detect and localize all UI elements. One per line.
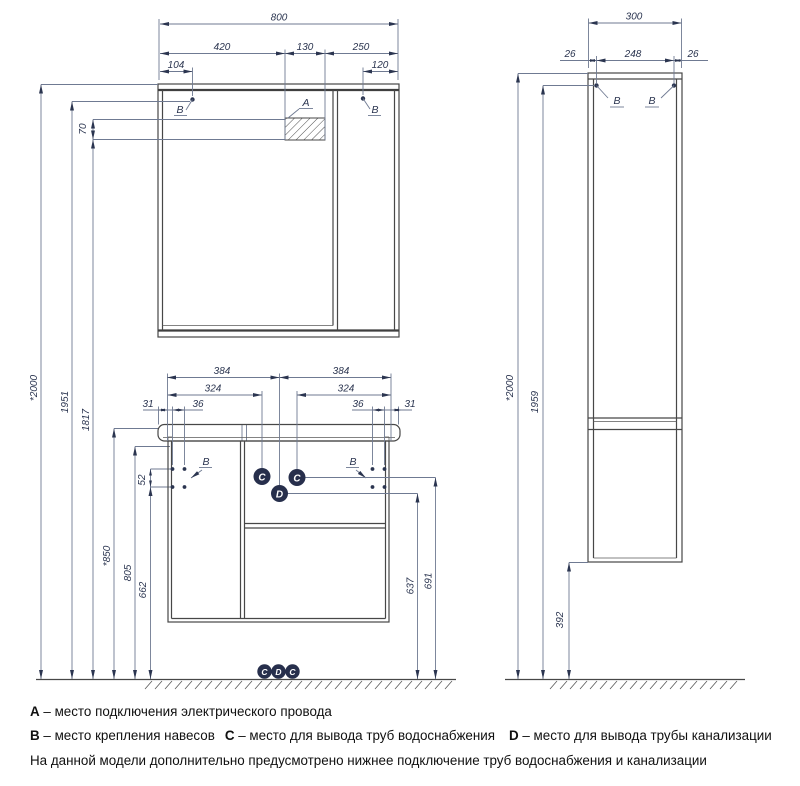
dim-324-right: 324 — [337, 383, 355, 395]
column-outline — [588, 73, 682, 562]
legend-key-a: A — [30, 704, 40, 719]
dim-1951: 1951 — [60, 390, 71, 414]
label-a: A — [302, 97, 310, 109]
dim-420: 420 — [213, 42, 231, 53]
dim-691: 691 — [423, 572, 435, 590]
vanity-dimensions — [142, 366, 435, 679]
dim-324-left: 324 — [204, 383, 222, 395]
legend — [30, 704, 790, 777]
dim-130: 130 — [296, 42, 314, 53]
washbasin — [158, 425, 400, 442]
legend-text-c: – место для вывода труб водоснабжения — [238, 728, 495, 744]
side-view-column — [588, 73, 682, 562]
label-b-side-right: B — [648, 95, 656, 107]
dim-2000-side: *2000 — [505, 374, 516, 402]
dim-104: 104 — [167, 60, 185, 71]
front-height-dimensions — [29, 85, 285, 680]
floor-right-hatch — [550, 681, 737, 689]
legend-line-3: На данной модели дополнительно предусмотрено нижнее подключение труб водоснабжения и канализации — [30, 752, 707, 768]
marker-c-right-letter: C — [293, 473, 301, 485]
dim-26-right: 26 — [687, 49, 699, 60]
dim-2000-left: *2000 — [29, 374, 40, 402]
label-b-mirror-left: B — [176, 104, 184, 116]
floor-connection-markers — [257, 664, 299, 678]
dim-52: 52 — [137, 474, 148, 486]
legend-text-d: – место для вывода трубы канализации — [522, 728, 772, 744]
dim-250: 250 — [352, 42, 370, 53]
vanity-front — [158, 425, 400, 623]
dim-36-right: 36 — [352, 399, 364, 410]
dim-31-left: 31 — [142, 399, 154, 410]
label-b-mirror-right: B — [371, 104, 379, 116]
dim-26-left: 26 — [564, 49, 576, 60]
marker-d-letter: D — [275, 489, 284, 501]
electrical-zone-hatch — [285, 118, 325, 140]
label-b-vanity-right: B — [349, 456, 357, 468]
dim-1959: 1959 — [530, 390, 541, 414]
dim-384-right: 384 — [332, 366, 350, 377]
dim-392: 392 — [555, 611, 566, 629]
legend-text-b: – место крепления навесов — [43, 728, 215, 744]
side-view-dimensions — [505, 12, 708, 680]
dim-120: 120 — [371, 60, 389, 71]
dim-384-left: 384 — [213, 366, 231, 377]
dim-1817: 1817 — [81, 408, 92, 432]
floor-marker-d: D — [275, 667, 282, 677]
mirror-cabinet-dimensions — [159, 13, 398, 141]
dim-248: 248 — [624, 49, 642, 60]
legend-key-c: C — [224, 728, 235, 744]
mirror-cabinet-front — [158, 84, 399, 337]
dim-36-left: 36 — [192, 399, 204, 410]
legend-line-2 — [30, 728, 790, 743]
label-b-side-left: B — [613, 95, 621, 107]
mirror-cabinet-outline — [158, 84, 399, 337]
legend-text-a: – место подключения электрического провода — [43, 704, 332, 719]
dim-662: 662 — [138, 581, 149, 599]
floor-left-hatch — [145, 681, 452, 689]
floor-left — [36, 680, 456, 690]
dim-70: 70 — [78, 123, 89, 135]
dim-850: *850 — [102, 545, 113, 567]
marker-c-left-letter: C — [258, 472, 266, 484]
dim-637: 637 — [405, 577, 417, 595]
floor-marker-c2: C — [289, 667, 296, 677]
legend-key-b: B — [30, 728, 40, 744]
floor-right — [505, 680, 745, 690]
dim-31-right: 31 — [404, 399, 416, 410]
label-b-vanity-left: B — [202, 456, 210, 468]
legend-line-1 — [30, 704, 790, 719]
vanity-cabinet-outline — [168, 441, 389, 622]
dim-805: 805 — [123, 564, 134, 582]
floor-marker-c1: C — [261, 667, 268, 677]
dim-300: 300 — [625, 11, 643, 23]
legend-key-d: D — [508, 728, 519, 744]
dim-800: 800 — [270, 12, 288, 24]
